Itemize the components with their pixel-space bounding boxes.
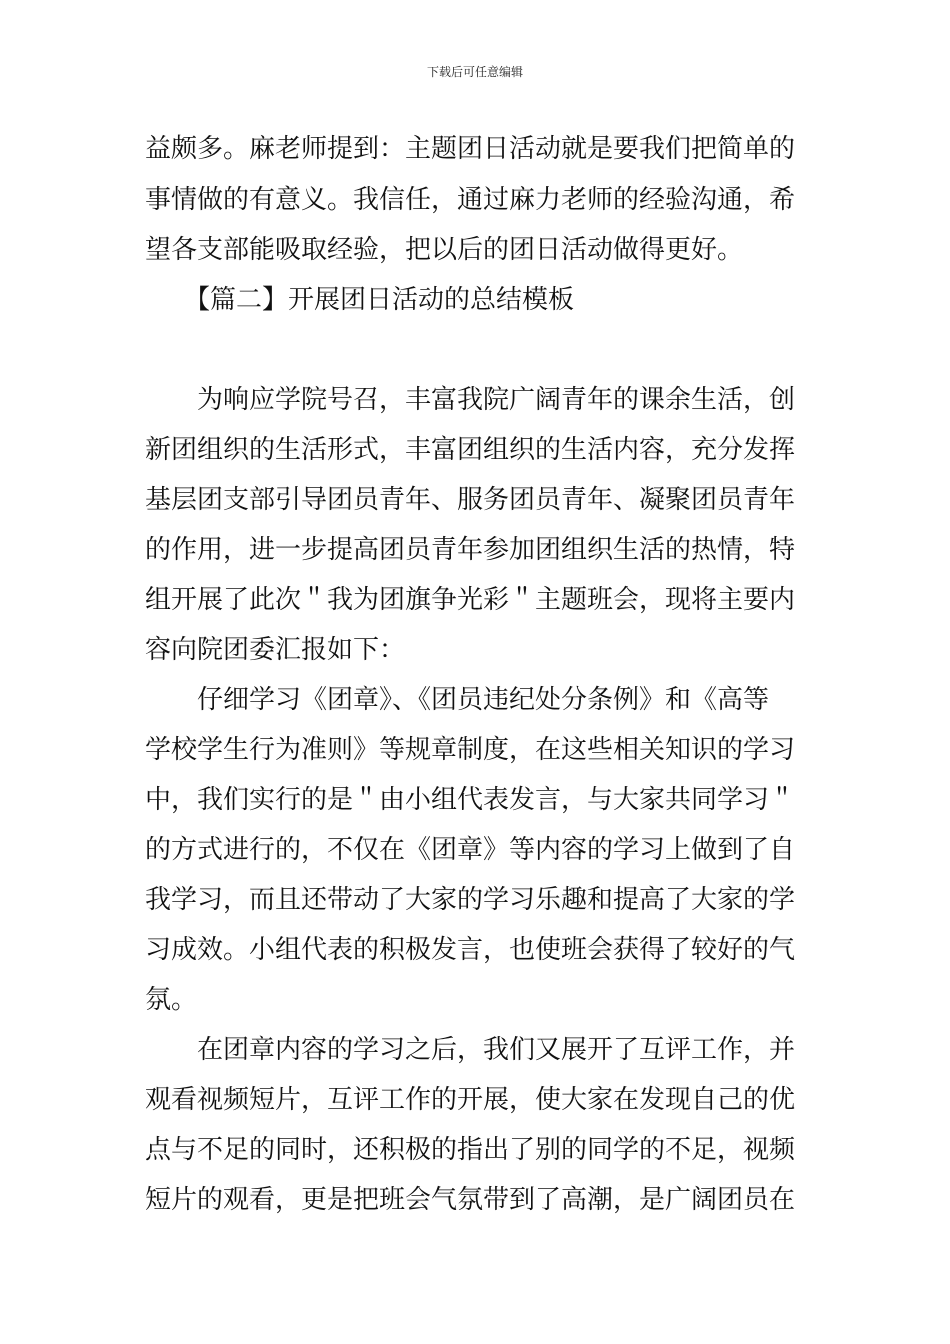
text-line: 容向院团委汇报如下： [145, 635, 406, 665]
text-line: 我学习，而且还带动了大家的学习乐趣和提高了大家的学 [145, 885, 796, 915]
text-line: 新团组织的生活形式，丰富团组织的生活内容，充分发挥 [145, 435, 796, 465]
text-line: 中，我们实行的是＂由小组代表发言，与大家共同学习＂ [145, 785, 796, 815]
text-line: 的作用，进一步提高团员青年参加团组织生活的热情，特 [145, 535, 796, 565]
text-line: 望各支部能吸取经验，把以后的团日活动做得更好。 [145, 235, 744, 265]
text-line: 点与不足的同时，还积极的指出了别的同学的不足，视频 [145, 1135, 796, 1165]
text-line: 学校学生行为准则》等规章制度，在这些相关知识的学习 [145, 735, 796, 765]
text-line: 为响应学院号召，丰富我院广阔青年的课余生活，创 [145, 385, 796, 415]
text-line: 习成效。小组代表的积极发言，也使班会获得了较好的气 [145, 935, 796, 965]
page-header: 下载后可任意编辑 [426, 65, 523, 79]
text-line: 仔细学习《团章》、《团员违纪处分条例》和《高等 [145, 685, 770, 715]
text-line: 基层团支部引导团员青年、服务团员青年、凝聚团员青年 [145, 485, 796, 515]
text-line: 事情做的有意义。我信任，通过麻力老师的经验沟通，希 [145, 185, 796, 215]
text-line: 的方式进行的，不仅在《团章》等内容的学习上做到了自 [145, 835, 796, 865]
text-line: 组开展了此次＂我为团旗争光彩＂主题班会，现将主要内 [145, 585, 796, 615]
text-line: 氛。 [145, 985, 198, 1015]
text-line: 益颇多。麻老师提到：主题团日活动就是要我们把简单的 [145, 134, 796, 164]
section-heading: 【篇二】开展团日活动的总结模板 [145, 285, 575, 315]
text-line: 短片的观看，更是把班会气氛带到了高潮，是广阔团员在 [145, 1185, 796, 1215]
text-line: 观看视频短片，互评工作的开展，使大家在发现自己的优 [145, 1085, 796, 1115]
text-line: 在团章内容的学习之后，我们又展开了互评工作，并 [145, 1035, 796, 1065]
